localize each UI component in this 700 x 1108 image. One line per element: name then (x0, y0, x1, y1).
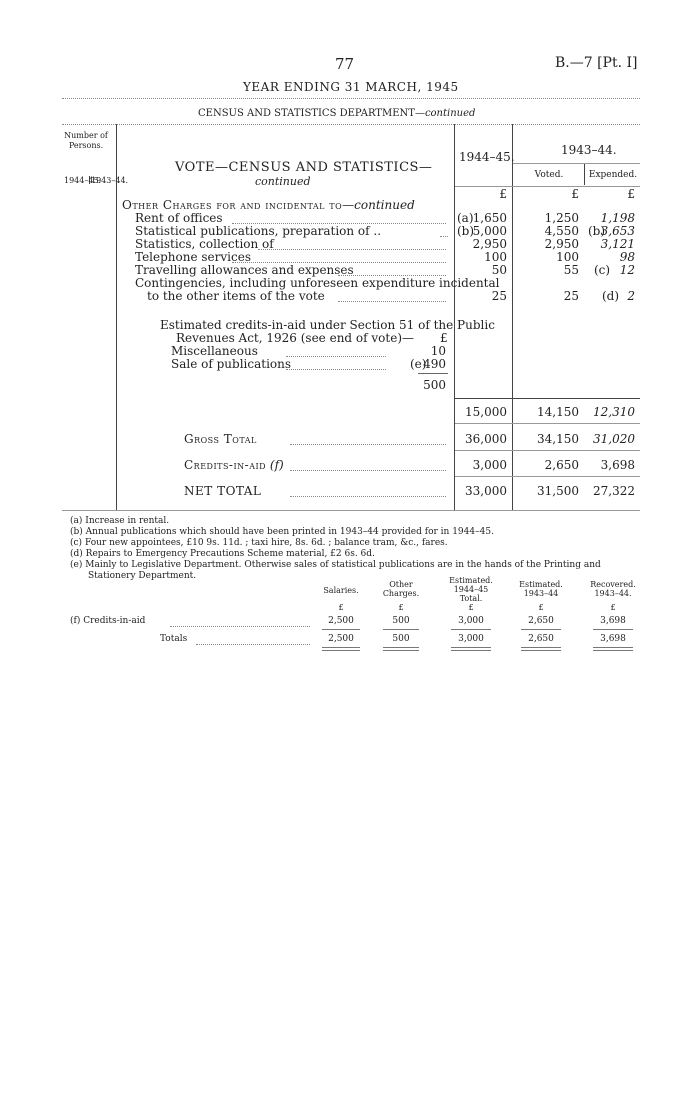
recon-salaries: 2,500 (328, 634, 354, 644)
currency-est: £ (499, 187, 507, 201)
year-heading: YEAR ENDING 31 MARCH, 1945 (243, 80, 459, 94)
item-label-cont: to the other items of the vote (147, 289, 325, 303)
recon-estimated: 3,000 (458, 634, 484, 644)
recon-salaries-heading: Salaries. (323, 586, 359, 595)
footnote-cont: Stationery Department. (88, 571, 197, 581)
credits-total: 500 (423, 378, 446, 392)
item-est: 100 (484, 250, 507, 264)
item-est: 50 (491, 263, 507, 277)
net-total-est: 33,000 (465, 484, 507, 498)
item-est: 1,650 (472, 211, 507, 225)
credits-in-aid-expended: 3,698 (600, 458, 635, 472)
document-ref: B.—7 [Pt. I] (555, 55, 638, 71)
vote-title: VOTE—CENSUS AND STATISTICS— (175, 160, 433, 175)
item-label: Travelling allowances and expenses (135, 263, 354, 277)
item-voted: 2,950 (544, 237, 579, 251)
item-voted: 55 (563, 263, 579, 277)
recon-estimated-prev: 2,650 (528, 634, 554, 644)
recon-estimated-prev: 2,650 (528, 616, 554, 626)
recon-currency: £ (398, 603, 404, 612)
recon-totals-label: Totals (160, 634, 188, 644)
subtotal-expended: 12,310 (593, 405, 635, 419)
subtotal-voted: 14,150 (537, 405, 579, 419)
credits-currency: £ (440, 331, 448, 345)
item-label: Statistical publications, preparation of .. (135, 224, 382, 238)
recon-currency: £ (610, 603, 616, 612)
item-est: 2,950 (472, 237, 507, 251)
item-est: 25 (491, 289, 507, 303)
recon-recovered-heading: Recovered. 1943–44. (590, 580, 636, 598)
credits-line1: Estimated credits-in-aid under Section 51 of the Public (160, 318, 495, 332)
page-number: 77 (335, 55, 355, 73)
item-expended: 12 (619, 263, 635, 277)
recon-currency: £ (538, 603, 544, 612)
recon-other: 500 (392, 634, 410, 644)
footnote: (a) Increase in rental. (70, 516, 170, 526)
net-total-expended: 27,322 (593, 484, 635, 498)
credits-in-aid-est: 3,000 (472, 458, 507, 472)
recon-currency: £ (338, 603, 344, 612)
recon-row-label: (f) Credits-in-aid (70, 616, 146, 626)
currency-expended: £ (627, 187, 635, 201)
persons-1943-heading: 1943–44. (91, 176, 129, 185)
number-of-persons-heading: Number of Persons. (64, 131, 108, 150)
estimate-year-heading: 1944–45. (459, 150, 515, 164)
credits-in-aid-label: Credits-in-aid (f) (184, 458, 284, 472)
credits-line2: Revenues Act, 1926 (see end of vote)— (176, 331, 415, 345)
recon-estimated-heading: Estimated. 1944–45 Total. (449, 576, 493, 603)
recon-other-heading: Other Charges. (382, 580, 420, 598)
misc-label: Miscellaneous (171, 344, 258, 358)
item-expended-note: (d) (602, 289, 620, 303)
item-voted: 100 (556, 250, 579, 264)
credits-in-aid-voted: 2,650 (544, 458, 579, 472)
voted-heading: Voted. (534, 170, 564, 180)
item-expended-note: (b) (588, 224, 606, 238)
item-note: (a) (457, 211, 474, 225)
footnote: (c) Four new appointees, £10 9s. 11d. ; taxi hire, 8s. 6d. ; balance tram, &c., fares. (70, 538, 448, 548)
recon-estimated: 3,000 (458, 616, 484, 626)
item-voted: 1,250 (544, 211, 579, 225)
net-total-voted: 31,500 (537, 484, 579, 498)
item-label: Statistics, collection of (135, 237, 274, 251)
recon-recovered: 3,698 (600, 616, 626, 626)
sale-note: (e) (410, 357, 427, 371)
gross-total-voted: 34,150 (537, 432, 579, 446)
item-voted: 4,550 (544, 224, 579, 238)
net-total-label: NET TOTAL (184, 484, 262, 498)
item-voted: 25 (563, 289, 579, 303)
sale-value: 490 (423, 357, 446, 371)
footnote: (b) Annual publications which should have been printed in 1943–44 provided for in 1944–45. (70, 527, 494, 537)
item-expended: 2 (627, 289, 635, 303)
recon-estimated-prev-heading: Estimated. 1943–44 (519, 580, 563, 598)
item-label: Contingencies, including unforeseen expenditure incidental (135, 276, 500, 290)
subtotal-est: 15,000 (465, 405, 507, 419)
prev-year-heading: 1943–44. (561, 143, 617, 157)
rule-est (512, 124, 513, 510)
gross-total-est: 36,000 (465, 432, 507, 446)
footnote: (e) Mainly to Legislative Department. Otherwise sales of statistical publications are in the hands of the Printing and (70, 560, 601, 570)
recon-other: 500 (392, 616, 410, 626)
expended-heading: Expended. (588, 170, 638, 180)
item-expended: 3,653 (600, 224, 635, 238)
item-expended: 3,121 (600, 237, 635, 251)
recon-currency: £ (468, 603, 474, 612)
item-label: Telephone services (135, 250, 251, 264)
department-heading: CENSUS AND STATISTICS DEPARTMENT—continued (198, 108, 476, 119)
misc-value: 10 (430, 344, 446, 358)
rule-voted-head (584, 163, 585, 185)
gross-total-label: Gross Total (184, 432, 257, 446)
recon-salaries: 2,500 (328, 616, 354, 626)
section-heading: Other Charges for and incidental to—continued (122, 198, 415, 212)
currency-voted: £ (571, 187, 579, 201)
gross-total-expended: 31,020 (593, 432, 635, 446)
vote-continued: continued (255, 175, 311, 188)
item-est: 5,000 (472, 224, 507, 238)
item-expended-note: (c) (594, 263, 611, 277)
item-expended: 1,198 (600, 211, 635, 225)
item-label: Rent of offices (135, 211, 223, 225)
rule-items (454, 124, 455, 510)
item-note: (b) (457, 224, 475, 238)
item-expended: 98 (619, 250, 635, 264)
sale-label: Sale of publications (171, 357, 292, 371)
recon-recovered: 3,698 (600, 634, 626, 644)
persons-1944-heading: 1944–45. (64, 176, 102, 185)
footnote: (d) Repairs to Emergency Precautions Scheme material, £2 6s. 6d. (70, 549, 375, 559)
